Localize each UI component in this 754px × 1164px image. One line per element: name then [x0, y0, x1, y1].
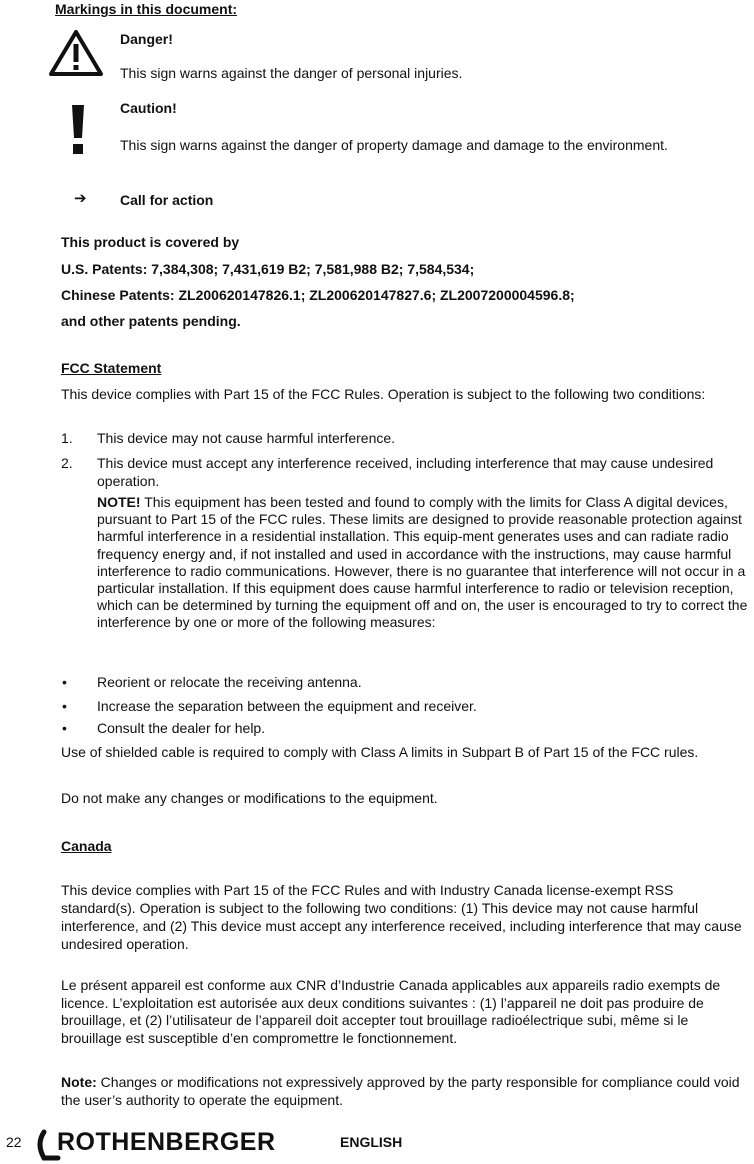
- patents-line-1: This product is covered by: [61, 234, 240, 250]
- danger-triangle-icon: [48, 29, 104, 77]
- fcc-intro: This device complies with Part 15 of the FCC Rules. Operation is subject to the following two conditions:: [61, 386, 706, 402]
- canada-note-label: Note:: [61, 1074, 97, 1090]
- fcc-item-2-text: This device must accept any interference received, including interference that may cause undesired operation.: [97, 455, 714, 489]
- action-arrow-icon: ➔: [74, 190, 87, 207]
- bullet-3-icon: •: [62, 720, 67, 736]
- patents-line-2: U.S. Patents: 7,384,308; 7,431,619 B2; 7,581,988 B2; 7,584,534;: [61, 261, 475, 277]
- caution-title: Caution!: [120, 100, 177, 116]
- fcc-heading: FCC Statement: [61, 360, 162, 376]
- brand-name: ROTHENBERGER: [57, 1128, 276, 1156]
- fcc-note-label: NOTE!: [97, 494, 141, 510]
- fcc-item-1-number: 1.: [61, 430, 73, 446]
- danger-text: This sign warns against the danger of personal injuries.: [120, 65, 463, 81]
- patents-line-4: and other patents pending.: [61, 313, 241, 329]
- fcc-note-text: This equipment has been tested and found to comply with the limits for Class A digital devices, pursuant to Part 15 of the FCC rules. These limits are designed to provide reasonable protection against harmful interference in a residential installation. This equip-ment generates uses and can radiate radio frequency energy and, if not installed and used in accordance with the instructions, may cause harmful interference to radio communications. However, there is no guarantee that interference will not occur in a particular installation. If this equipment does cause harmful interference to radio or television reception, which can be determined by turning the equipment off and on, the user is encouraged to try to correct the interference by one or more of the following measures:: [97, 494, 748, 631]
- canada-english: This device complies with Part 15 of the FCC Rules and with Industry Canada license-exempt RSS standard(s). Operation is subject to the following two conditions: (1) This device may not cause harmful interference, and (2) This device must accept any interference received, including interference that may cause undesired operation.: [61, 882, 742, 952]
- canada-french: Le présent appareil est conforme aux CNR d’Industrie Canada applicables aux appareils radio exempts de licence. L’exploitation est autorisée aux deux conditions suivantes : (1) l’appareil ne doit pas produire de brouillage, et (2) l’utilisateur de l’appareil doit accepter tout brouillage radioélectrique subi, même si le brouillage est susceptible d’en compromettre le fonctionnement.: [61, 977, 721, 1046]
- page-number: 22: [6, 1134, 22, 1150]
- fcc-item-1-text: This device may not cause harmful interference.: [97, 430, 396, 446]
- danger-title: Danger!: [120, 31, 173, 47]
- fcc-bullet-1: Reorient or relocate the receiving antenna.: [97, 674, 362, 690]
- fcc-bullet-3: Consult the dealer for help.: [97, 720, 266, 736]
- bullet-2-icon: •: [62, 698, 67, 714]
- canada-note: [61, 1073, 750, 1109]
- fcc-note: [97, 494, 752, 632]
- canada-note-text: Changes or modifications not expressively approved by the party responsible for compliance could void the user’s authority to operate the equipment.: [61, 1074, 740, 1108]
- markings-heading: Markings in this document:: [55, 1, 238, 17]
- patents-line-3: Chinese Patents: ZL200620147826.1; ZL200620147827.6; ZL2007200004596.8;: [61, 287, 575, 303]
- fcc-item-2-number: 2.: [61, 455, 73, 471]
- fcc-bullet-2: Increase the separation between the equipment and receiver.: [97, 698, 477, 714]
- caution-exclamation-icon: [68, 102, 88, 156]
- caution-text: This sign warns against the danger of property damage and damage to the environment.: [120, 137, 668, 153]
- fcc-shielded-cable: Use of shielded cable is required to comply with Class A limits in Subpart B of Part 15 of the FCC rules.: [61, 744, 699, 760]
- bullet-1-icon: •: [62, 674, 67, 690]
- canada-heading: Canada: [61, 838, 112, 854]
- action-text: Call for action: [120, 192, 214, 208]
- footer-language: ENGLISH: [340, 1134, 403, 1150]
- fcc-no-changes: Do not make any changes or modifications to the equipment.: [61, 790, 438, 806]
